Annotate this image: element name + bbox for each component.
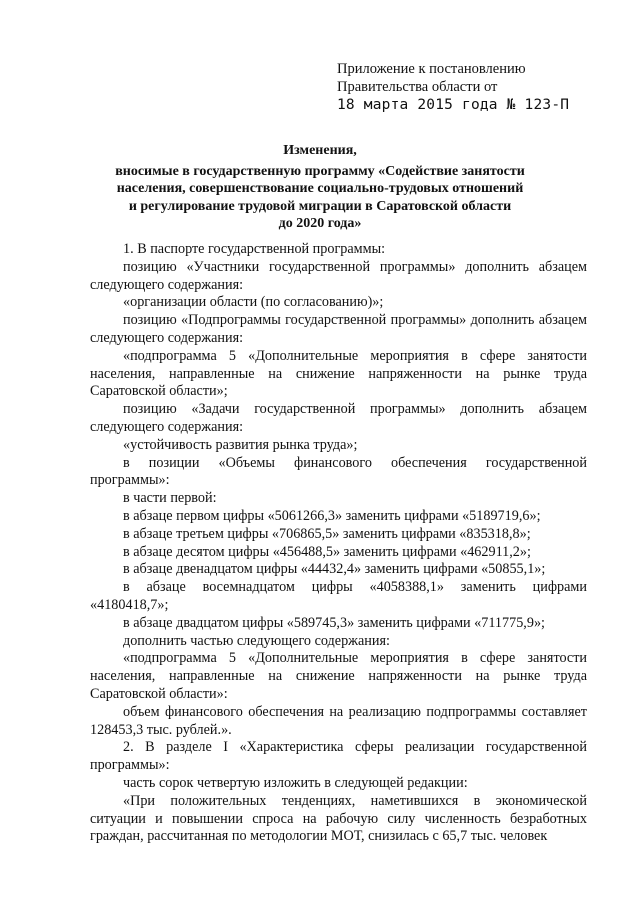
paragraph: в части первой: — [123, 490, 217, 507]
paragraph: «устойчивость развития рынка труда»; — [123, 436, 358, 453]
paragraph: дополнить частью следующего содержания: — [123, 632, 390, 649]
appendix-date-line: 18 марта 2015 года № 123-П — [337, 97, 570, 113]
paragraph: в абзаце двадцатом цифры «589745,3» заменить цифрами «711775,9»; — [123, 614, 545, 631]
paragraph: в абзаце третьем цифры «706865,5» заменить цифрами «835318,8»; — [123, 525, 531, 542]
paragraph: в абзаце десятом цифры «456488,5» заменить цифрами «462911,2»; — [123, 543, 531, 560]
paragraph: объем финансового обеспечения на реализацию подпрограммы составляет 128453,3 тыс. рублей.». — [90, 703, 587, 738]
title-line-2: населения, совершенствование социально-трудовых отношений — [116, 181, 524, 196]
paragraph: 2. В разделе I «Характеристика сферы реализации государственной программы»: — [90, 739, 587, 774]
paragraph: часть сорок четвертую изложить в следующей редакции: — [123, 774, 468, 791]
paragraph: в абзаце первом цифры «5061266,3» заменить цифрами «5189719,6»; — [123, 507, 541, 524]
document-title — [100, 142, 540, 233]
paragraph: 1. В паспорте государственной программы: — [123, 241, 386, 257]
paragraph: «При положительных тенденциях, наметившихся в экономической ситуации и повышении спроса на рабочую силу численность безработных граждан, рассчитанная по методологии МОТ, снизилась с 65,7 тыс. человек — [90, 792, 587, 845]
title-line-4: до 2020 года» — [278, 216, 362, 231]
paragraph: позицию «Задачи государственной программы» дополнить абзацем следующего содержания: — [90, 401, 587, 435]
paragraph: «подпрограмма 5 «Дополнительные мероприятия в сфере занятости населения, направленные на снижение напряженности на рынке труда Саратовской области»: — [90, 650, 587, 702]
paragraph: в позиции «Объемы финансового обеспечения государственной программы»: — [90, 454, 587, 489]
appendix-note — [337, 60, 569, 114]
paragraph: в абзаце двенадцатом цифры «44432,4» заменить цифрами «50855,1»; — [123, 561, 546, 578]
paragraph: позицию «Подпрограммы государственной программы» дополнить абзацем следующего содержания: — [90, 312, 587, 346]
paragraph: в абзаце восемнадцатом цифры «4058388,1» заменить цифрами «4180418,7»; — [90, 579, 587, 613]
paragraph: «организации области (по согласованию)»; — [123, 294, 384, 311]
appendix-line-1: Приложение к постановлению — [337, 61, 526, 77]
title-line-1: вносимые в государственную программу «Содействие занятости — [115, 163, 525, 179]
paragraph: «подпрограмма 5 «Дополнительные мероприятия в сфере занятости населения, направленные на снижение напряженности на рынке труда Саратовской области»; — [90, 347, 587, 400]
paragraph: позицию «Участники государственной программы» дополнить абзацем следующего содержания: — [90, 258, 587, 293]
title-line-3: и регулирование трудовой миграции в Саратовской области — [128, 198, 512, 214]
title-heading: Изменения, — [283, 143, 357, 158]
document-body — [90, 241, 587, 846]
appendix-line-2: Правительства области от — [337, 79, 498, 95]
